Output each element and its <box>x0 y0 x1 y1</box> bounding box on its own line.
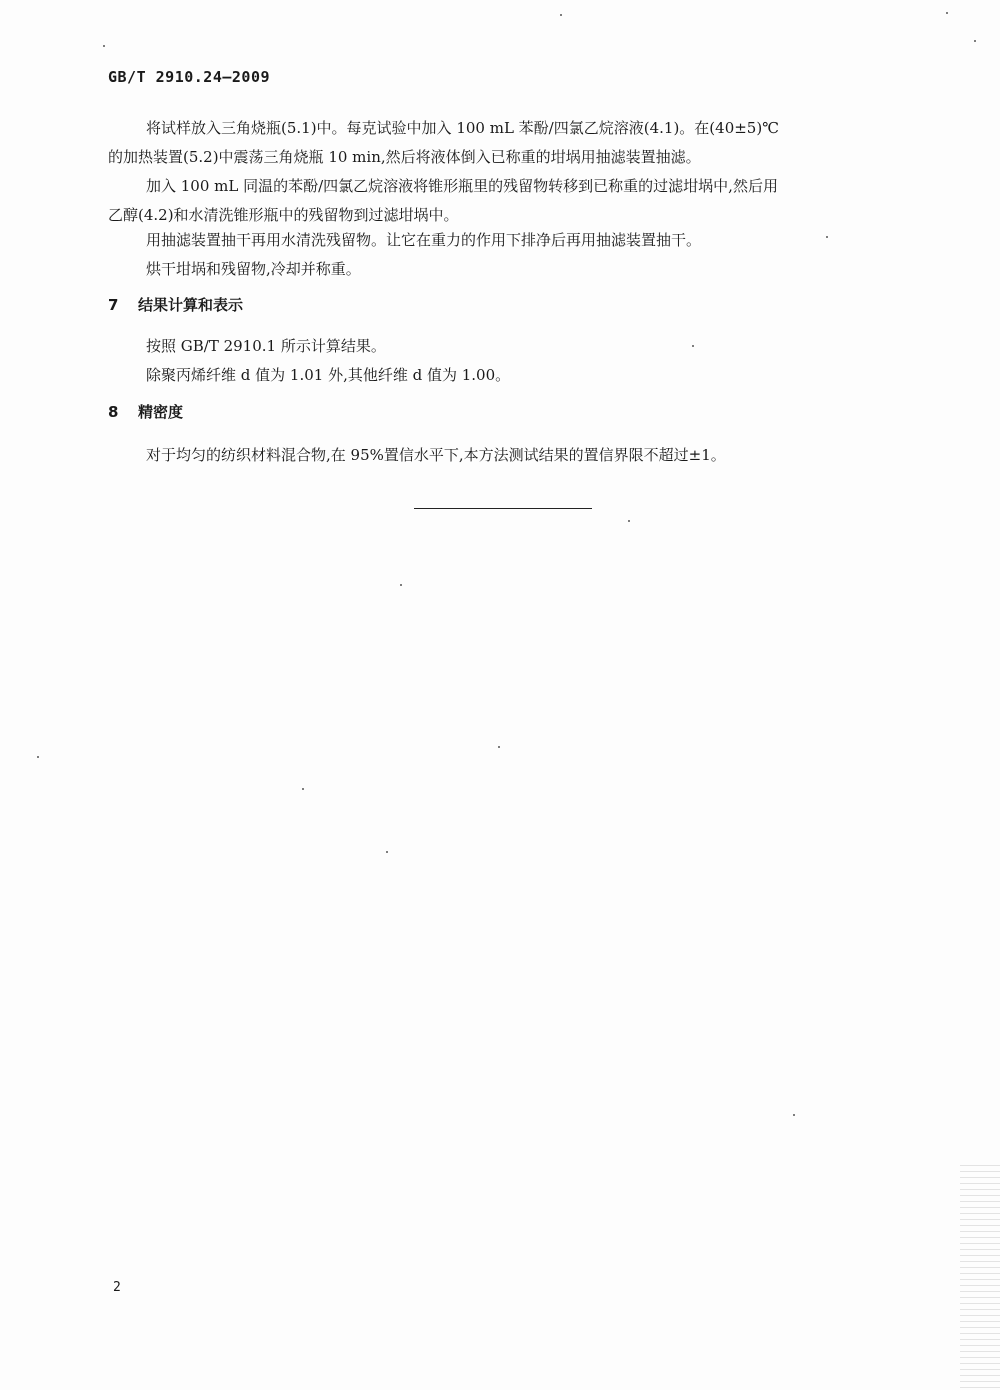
scan-speck <box>560 14 562 16</box>
section-8-title: 精密度 <box>138 403 184 421</box>
scan-edge-noise <box>960 1160 1000 1390</box>
scan-speck <box>692 345 694 347</box>
section-7-title: 结果计算和表示 <box>138 296 244 314</box>
scan-speck <box>302 788 304 790</box>
section-7-line-2: 除聚丙烯纤维 d 值为 1.01 外,其他纤维 d 值为 1.00。 <box>146 366 511 384</box>
body-line-6: 烘干坩埚和残留物,冷却并称重。 <box>146 260 361 278</box>
section-7-number: 7 <box>108 296 119 314</box>
body-line-5: 用抽滤装置抽干再用水清洗残留物。让它在重力的作用下排净后再用抽滤装置抽干。 <box>146 231 702 249</box>
end-rule <box>414 508 592 509</box>
scan-speck <box>37 756 39 758</box>
scan-speck <box>103 45 105 47</box>
scan-speck <box>946 12 948 14</box>
scan-speck <box>793 1114 795 1116</box>
standard-code: GB/T 2910.24—2009 <box>108 68 271 86</box>
scan-speck <box>974 40 976 42</box>
section-8-number: 8 <box>108 403 119 421</box>
body-line-3: 加入 100 mL 同温的苯酚/四氯乙烷溶液将锥形瓶里的残留物转移到已称重的过滤坩埚中,然后用 <box>146 177 778 195</box>
section-7-heading <box>108 294 243 315</box>
body-line-4: 乙醇(4.2)和水清洗锥形瓶中的残留物到过滤坩埚中。 <box>108 206 459 224</box>
scan-speck <box>826 236 828 238</box>
section-7-line-1: 按照 GB/T 2910.1 所示计算结果。 <box>146 337 386 355</box>
section-8-heading <box>108 401 183 422</box>
page-number: 2 <box>113 1280 121 1295</box>
scan-speck <box>400 584 402 586</box>
body-line-2: 的加热装置(5.2)中震荡三角烧瓶 10 min,然后将液体倒入已称重的坩埚用抽滤装置抽滤。 <box>108 148 701 166</box>
scan-speck <box>628 520 630 522</box>
body-line-1: 将试样放入三角烧瓶(5.1)中。每克试验中加入 100 mL 苯酚/四氯乙烷溶液(4.1)。在(40±5)℃ <box>146 119 779 137</box>
scan-speck <box>386 851 388 853</box>
section-8-line-1: 对于均匀的纺织材料混合物,在 95%置信水平下,本方法测试结果的置信界限不超过±1。 <box>146 446 726 464</box>
scan-speck <box>498 746 500 748</box>
